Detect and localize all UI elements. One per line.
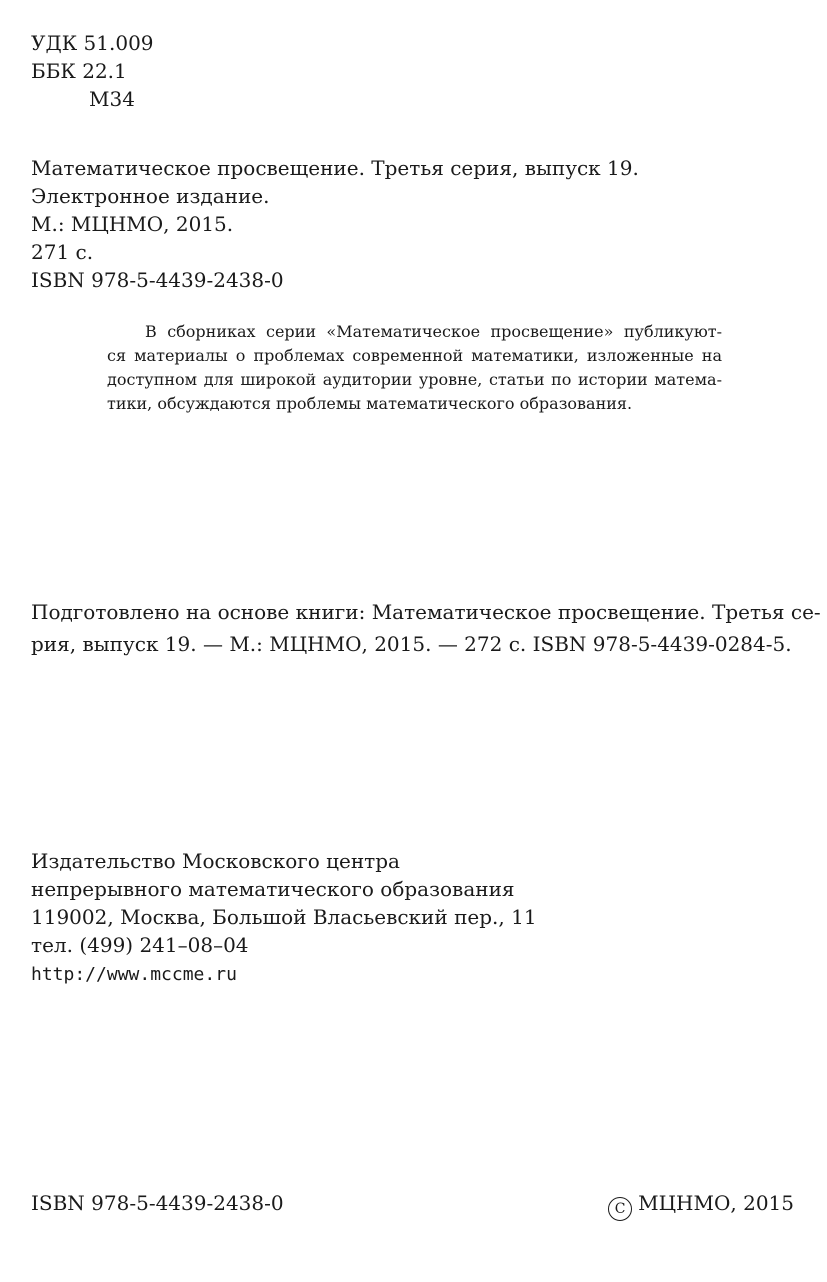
footer-isbn: ISBN 978-5-4439-2438-0 bbox=[31, 1191, 284, 1215]
source-note-line: рия, выпуск 19. — М.: МЦНМО, 2015. — 272 с. ISBN 978-5-4439-0284-5. bbox=[31, 632, 792, 656]
copyright-holder: МЦНМО, 2015 bbox=[638, 1191, 794, 1215]
isbn: ISBN 978-5-4439-2438-0 bbox=[31, 268, 284, 292]
copyright-icon: C bbox=[608, 1197, 632, 1221]
edition-note: Электронное издание. bbox=[31, 184, 270, 208]
abstract-line: ся материалы о проблемах современной математики, изложенные на bbox=[107, 346, 722, 365]
udk-code: УДК 51.009 bbox=[31, 31, 154, 55]
publisher-address: 119002, Москва, Большой Власьевский пер., 11 bbox=[31, 905, 537, 929]
publisher-name-line2: непрерывного математического образования bbox=[31, 877, 515, 901]
source-note-line: Подготовлено на основе книги: Математическое просвещение. Третья се- bbox=[31, 600, 821, 624]
abstract bbox=[107, 320, 722, 416]
book-title: Математическое просвещение. Третья серия, выпуск 19. bbox=[31, 156, 639, 180]
abstract-line: тики, обсуждаются проблемы математического образования. bbox=[107, 394, 633, 413]
bbk-code: ББК 22.1 bbox=[31, 59, 127, 83]
source-note bbox=[31, 596, 821, 660]
publisher-phone: тел. (499) 241–08–04 bbox=[31, 933, 249, 957]
page-count: 271 с. bbox=[31, 240, 94, 264]
copyright-notice bbox=[608, 1189, 794, 1221]
publisher-year: М.: МЦНМО, 2015. bbox=[31, 212, 234, 236]
author-mark: М34 bbox=[89, 87, 135, 111]
abstract-line: В сборниках серии «Математическое просвещение» публикуют- bbox=[145, 322, 722, 341]
publisher-url[interactable]: http://www.mccme.ru bbox=[31, 964, 237, 985]
publisher-name-line1: Издательство Московского центра bbox=[31, 849, 400, 873]
abstract-line: доступном для широкой аудитории уровне, статьи по истории матема- bbox=[107, 370, 722, 389]
